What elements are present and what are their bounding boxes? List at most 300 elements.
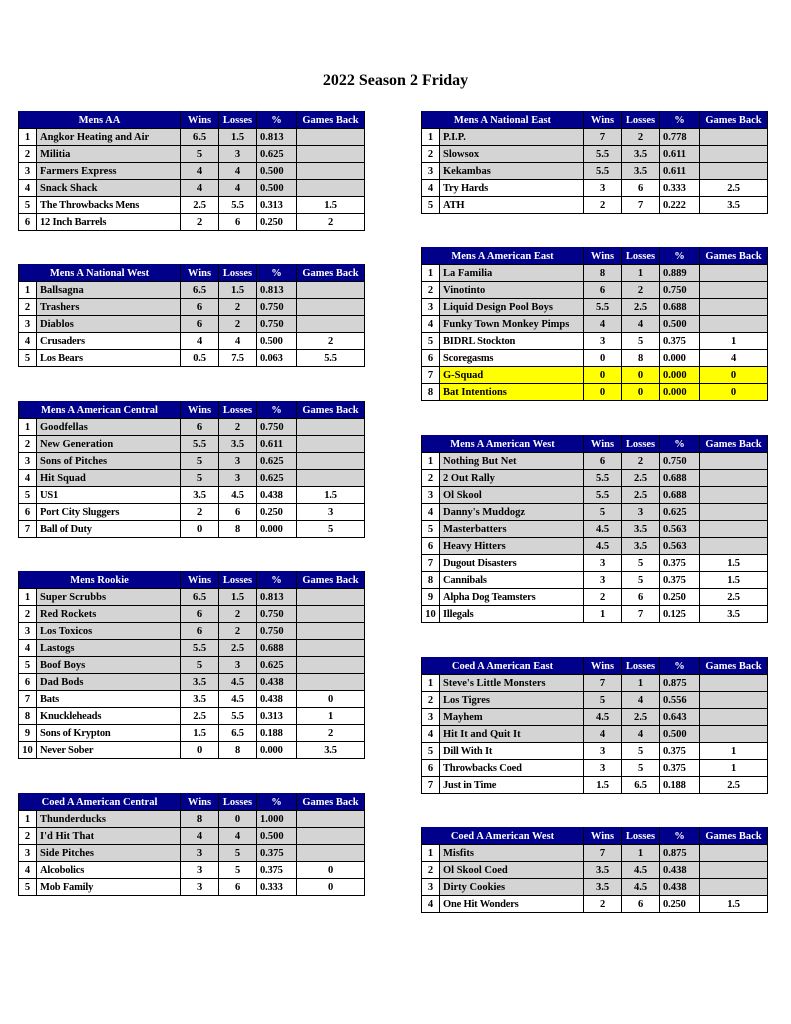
wins-cell: 3.5 bbox=[584, 879, 622, 896]
games-back-cell: 0 bbox=[297, 862, 365, 879]
wins-cell: 2.5 bbox=[181, 708, 219, 725]
pct-cell: 0.750 bbox=[660, 453, 700, 470]
pct-cell: 0.313 bbox=[257, 197, 297, 214]
losses-cell: 1.5 bbox=[219, 589, 257, 606]
games-back-cell: 3.5 bbox=[297, 742, 365, 759]
games-back-cell bbox=[297, 316, 365, 333]
wins-cell: 4 bbox=[181, 163, 219, 180]
wins-cell: 7 bbox=[584, 675, 622, 692]
wins-cell: 3.5 bbox=[181, 691, 219, 708]
standings-table-coed-a-american-east bbox=[421, 657, 768, 794]
losses-cell: 1.5 bbox=[219, 282, 257, 299]
pct-cell: 0.563 bbox=[660, 538, 700, 555]
games-back-cell: 5.5 bbox=[297, 350, 365, 367]
losses-cell: 3.5 bbox=[622, 521, 660, 538]
games-back-cell bbox=[700, 675, 768, 692]
rank-cell: 7 bbox=[19, 691, 37, 708]
wins-cell: 4.5 bbox=[584, 521, 622, 538]
rank-cell: 10 bbox=[19, 742, 37, 759]
rank-cell: 5 bbox=[19, 197, 37, 214]
team-name-cell: ATH bbox=[440, 197, 584, 214]
table-row bbox=[422, 470, 768, 487]
games-back-cell bbox=[700, 453, 768, 470]
pct-cell: 0.375 bbox=[660, 555, 700, 572]
losses-cell: 7 bbox=[622, 197, 660, 214]
table-row bbox=[19, 657, 365, 674]
losses-cell: 4 bbox=[622, 726, 660, 743]
games-back-header: Games Back bbox=[700, 436, 768, 453]
team-name-cell: La Familia bbox=[440, 265, 584, 282]
page-title: 2022 Season 2 Friday bbox=[322, 72, 469, 89]
wins-header: Wins bbox=[584, 436, 622, 453]
rank-cell: 5 bbox=[422, 197, 440, 214]
team-name-cell: Throwbacks Coed bbox=[440, 760, 584, 777]
wins-cell: 3 bbox=[584, 743, 622, 760]
table-row bbox=[19, 419, 365, 436]
pct-cell: 0.563 bbox=[660, 521, 700, 538]
wins-cell: 4.5 bbox=[584, 538, 622, 555]
team-name-cell: BIDRL Stockton bbox=[440, 333, 584, 350]
losses-cell: 4 bbox=[219, 163, 257, 180]
wins-cell: 6 bbox=[584, 453, 622, 470]
games-back-cell bbox=[297, 640, 365, 657]
pct-cell: 0.688 bbox=[257, 640, 297, 657]
games-back-cell: 1 bbox=[700, 333, 768, 350]
pct-cell: 0.625 bbox=[257, 470, 297, 487]
wins-cell: 5 bbox=[584, 692, 622, 709]
losses-cell: 2.5 bbox=[622, 487, 660, 504]
rank-cell: 1 bbox=[422, 675, 440, 692]
team-name-cell: Port City Sluggers bbox=[37, 504, 181, 521]
pct-cell: 0.750 bbox=[257, 606, 297, 623]
table-row bbox=[422, 538, 768, 555]
pct-cell: 0.500 bbox=[257, 163, 297, 180]
rank-cell: 1 bbox=[422, 453, 440, 470]
wins-cell: 0 bbox=[181, 521, 219, 538]
team-name-cell: Mob Family bbox=[37, 879, 181, 896]
table-row bbox=[19, 742, 365, 759]
team-name-cell: Never Sober bbox=[37, 742, 181, 759]
games-back-header: Games Back bbox=[700, 248, 768, 265]
rank-cell: 3 bbox=[19, 163, 37, 180]
division-name: Coed A American West bbox=[422, 828, 584, 845]
rank-cell: 5 bbox=[422, 333, 440, 350]
team-name-cell: Alpha Dog Teamsters bbox=[440, 589, 584, 606]
table-row bbox=[19, 146, 365, 163]
wins-cell: 6 bbox=[181, 419, 219, 436]
games-back-cell: 4 bbox=[700, 350, 768, 367]
pct-cell: 0.611 bbox=[660, 163, 700, 180]
wins-cell: 8 bbox=[181, 811, 219, 828]
table-row bbox=[422, 845, 768, 862]
pct-cell: 1.000 bbox=[257, 811, 297, 828]
losses-cell: 3 bbox=[219, 657, 257, 674]
games-back-header: Games Back bbox=[297, 794, 365, 811]
games-back-cell bbox=[700, 538, 768, 555]
rank-cell: 5 bbox=[19, 657, 37, 674]
table-row bbox=[422, 299, 768, 316]
standings-table-mens-a-national-west bbox=[18, 264, 365, 367]
pct-header: % bbox=[660, 828, 700, 845]
rank-cell: 4 bbox=[19, 180, 37, 197]
division-name: Mens A National West bbox=[19, 265, 181, 282]
games-back-cell bbox=[297, 146, 365, 163]
losses-cell: 5 bbox=[219, 845, 257, 862]
rank-cell: 3 bbox=[422, 299, 440, 316]
table-row bbox=[422, 862, 768, 879]
rank-cell: 2 bbox=[422, 146, 440, 163]
rank-cell: 7 bbox=[422, 555, 440, 572]
team-name-cell: Super Scrubbs bbox=[37, 589, 181, 606]
games-back-cell bbox=[700, 470, 768, 487]
rank-cell: 10 bbox=[422, 606, 440, 623]
rank-cell: 2 bbox=[19, 436, 37, 453]
division-name: Coed A American Central bbox=[19, 794, 181, 811]
games-back-cell bbox=[700, 709, 768, 726]
losses-cell: 2 bbox=[622, 129, 660, 146]
wins-cell: 5 bbox=[181, 453, 219, 470]
wins-cell: 4 bbox=[584, 316, 622, 333]
losses-header: Losses bbox=[622, 658, 660, 675]
rank-cell: 7 bbox=[422, 777, 440, 794]
pct-cell: 0.375 bbox=[660, 572, 700, 589]
losses-cell: 3.5 bbox=[622, 163, 660, 180]
rank-cell: 4 bbox=[19, 470, 37, 487]
table-row bbox=[422, 146, 768, 163]
pct-cell: 0.625 bbox=[257, 453, 297, 470]
pct-cell: 0.778 bbox=[660, 129, 700, 146]
losses-cell: 4 bbox=[219, 333, 257, 350]
wins-cell: 5 bbox=[181, 146, 219, 163]
standings-table-mens-rookie bbox=[18, 571, 365, 759]
rank-cell: 8 bbox=[422, 384, 440, 401]
pct-cell: 0.500 bbox=[257, 333, 297, 350]
rank-cell: 7 bbox=[422, 367, 440, 384]
team-name-cell: Dirty Cookies bbox=[440, 879, 584, 896]
team-name-cell: Mayhem bbox=[440, 709, 584, 726]
games-back-cell bbox=[297, 163, 365, 180]
games-back-cell bbox=[297, 589, 365, 606]
team-name-cell: Red Rockets bbox=[37, 606, 181, 623]
wins-cell: 3 bbox=[584, 760, 622, 777]
team-name-cell: 2 Out Rally bbox=[440, 470, 584, 487]
wins-cell: 6.5 bbox=[181, 589, 219, 606]
losses-cell: 6 bbox=[219, 879, 257, 896]
pct-cell: 0.250 bbox=[660, 896, 700, 913]
losses-header: Losses bbox=[622, 436, 660, 453]
losses-header: Losses bbox=[219, 265, 257, 282]
losses-cell: 6.5 bbox=[622, 777, 660, 794]
team-name-cell: Angkor Heating and Air bbox=[37, 129, 181, 146]
wins-cell: 2 bbox=[181, 504, 219, 521]
games-back-cell: 1.5 bbox=[297, 197, 365, 214]
rank-cell: 3 bbox=[19, 453, 37, 470]
losses-header: Losses bbox=[219, 402, 257, 419]
wins-cell: 4 bbox=[181, 333, 219, 350]
wins-cell: 3 bbox=[584, 555, 622, 572]
wins-cell: 3 bbox=[584, 180, 622, 197]
rank-cell: 8 bbox=[19, 708, 37, 725]
table-header-row bbox=[422, 658, 768, 675]
table-header-row bbox=[422, 112, 768, 129]
rank-cell: 8 bbox=[422, 572, 440, 589]
division-name: Mens Rookie bbox=[19, 572, 181, 589]
pct-cell: 0.556 bbox=[660, 692, 700, 709]
losses-cell: 4 bbox=[219, 180, 257, 197]
pct-cell: 0.813 bbox=[257, 589, 297, 606]
losses-cell: 2 bbox=[219, 419, 257, 436]
games-back-cell bbox=[297, 657, 365, 674]
team-name-cell: Side Pitches bbox=[37, 845, 181, 862]
table-row bbox=[19, 436, 365, 453]
pct-cell: 0.813 bbox=[257, 282, 297, 299]
rank-cell: 6 bbox=[19, 214, 37, 231]
wins-cell: 2 bbox=[181, 214, 219, 231]
losses-cell: 3 bbox=[622, 504, 660, 521]
table-header-row bbox=[19, 112, 365, 129]
team-name-cell: One Hit Wonders bbox=[440, 896, 584, 913]
pct-cell: 0.875 bbox=[660, 845, 700, 862]
rank-cell: 5 bbox=[422, 521, 440, 538]
wins-cell: 7 bbox=[584, 845, 622, 862]
standings-table-mens-a-american-central bbox=[18, 401, 365, 538]
pct-cell: 0.333 bbox=[257, 879, 297, 896]
games-back-header: Games Back bbox=[297, 265, 365, 282]
table-row bbox=[19, 879, 365, 896]
wins-cell: 6 bbox=[181, 623, 219, 640]
wins-cell: 5.5 bbox=[584, 470, 622, 487]
team-name-cell: G-Squad bbox=[440, 367, 584, 384]
team-name-cell: Liquid Design Pool Boys bbox=[440, 299, 584, 316]
standings-table-mens-a-american-east bbox=[421, 247, 768, 401]
table-row bbox=[422, 896, 768, 913]
division-name: Mens A American East bbox=[422, 248, 584, 265]
table-row bbox=[19, 316, 365, 333]
losses-cell: 5.5 bbox=[219, 708, 257, 725]
pct-cell: 0.063 bbox=[257, 350, 297, 367]
losses-cell: 6 bbox=[219, 214, 257, 231]
games-back-cell bbox=[700, 726, 768, 743]
rank-cell: 2 bbox=[19, 299, 37, 316]
games-back-header: Games Back bbox=[700, 828, 768, 845]
losses-cell: 4 bbox=[622, 316, 660, 333]
losses-cell: 7 bbox=[622, 606, 660, 623]
wins-header: Wins bbox=[181, 794, 219, 811]
pct-cell: 0.438 bbox=[660, 862, 700, 879]
wins-cell: 5 bbox=[181, 470, 219, 487]
rank-cell: 6 bbox=[19, 504, 37, 521]
games-back-cell bbox=[297, 299, 365, 316]
games-back-cell bbox=[700, 163, 768, 180]
table-row bbox=[19, 282, 365, 299]
pct-header: % bbox=[257, 265, 297, 282]
table-row bbox=[422, 265, 768, 282]
games-back-cell bbox=[297, 606, 365, 623]
games-back-cell bbox=[297, 845, 365, 862]
team-name-cell: Steve's Little Monsters bbox=[440, 675, 584, 692]
team-name-cell: Heavy Hitters bbox=[440, 538, 584, 555]
games-back-header: Games Back bbox=[700, 658, 768, 675]
losses-cell: 8 bbox=[219, 742, 257, 759]
table-row bbox=[19, 333, 365, 350]
games-back-cell bbox=[700, 146, 768, 163]
losses-cell: 3 bbox=[219, 146, 257, 163]
rank-cell: 3 bbox=[422, 709, 440, 726]
team-name-cell: Lastogs bbox=[37, 640, 181, 657]
table-row bbox=[19, 163, 365, 180]
losses-cell: 6 bbox=[219, 504, 257, 521]
losses-cell: 6.5 bbox=[219, 725, 257, 742]
team-name-cell: Scoregasms bbox=[440, 350, 584, 367]
wins-header: Wins bbox=[181, 572, 219, 589]
pct-cell: 0.750 bbox=[660, 282, 700, 299]
table-row bbox=[422, 129, 768, 146]
losses-cell: 2 bbox=[219, 606, 257, 623]
games-back-cell bbox=[700, 316, 768, 333]
division-name: Coed A American East bbox=[422, 658, 584, 675]
table-row bbox=[19, 129, 365, 146]
pct-cell: 0.000 bbox=[660, 367, 700, 384]
wins-cell: 5.5 bbox=[181, 436, 219, 453]
wins-cell: 3 bbox=[181, 845, 219, 862]
games-back-cell: 0 bbox=[297, 691, 365, 708]
table-header-row bbox=[19, 572, 365, 589]
rank-cell: 1 bbox=[19, 282, 37, 299]
rank-cell: 1 bbox=[422, 265, 440, 282]
rank-cell: 3 bbox=[19, 845, 37, 862]
pct-cell: 0.750 bbox=[257, 419, 297, 436]
games-back-cell: 1 bbox=[700, 743, 768, 760]
losses-cell: 6 bbox=[622, 589, 660, 606]
team-name-cell: US1 bbox=[37, 487, 181, 504]
games-back-cell bbox=[297, 623, 365, 640]
losses-cell: 3.5 bbox=[622, 538, 660, 555]
losses-cell: 3.5 bbox=[622, 146, 660, 163]
pct-cell: 0.688 bbox=[660, 299, 700, 316]
pct-cell: 0.250 bbox=[660, 589, 700, 606]
rank-cell: 2 bbox=[422, 692, 440, 709]
losses-header: Losses bbox=[622, 828, 660, 845]
pct-cell: 0.375 bbox=[660, 333, 700, 350]
table-row bbox=[422, 589, 768, 606]
table-row bbox=[19, 487, 365, 504]
wins-cell: 1 bbox=[584, 606, 622, 623]
losses-cell: 4.5 bbox=[219, 487, 257, 504]
games-back-cell bbox=[700, 692, 768, 709]
rank-cell: 2 bbox=[422, 862, 440, 879]
table-row bbox=[422, 777, 768, 794]
table-row bbox=[19, 674, 365, 691]
table-header-row bbox=[19, 265, 365, 282]
team-name-cell: Militia bbox=[37, 146, 181, 163]
games-back-cell bbox=[700, 299, 768, 316]
team-name-cell: Funky Town Monkey Pimps bbox=[440, 316, 584, 333]
standings-table-coed-a-american-west bbox=[421, 827, 768, 913]
wins-cell: 4.5 bbox=[584, 709, 622, 726]
standings-table-mens-aa bbox=[18, 111, 365, 231]
losses-cell: 8 bbox=[622, 350, 660, 367]
rank-cell: 5 bbox=[19, 487, 37, 504]
pct-header: % bbox=[660, 248, 700, 265]
rank-cell: 4 bbox=[19, 333, 37, 350]
pct-cell: 0.313 bbox=[257, 708, 297, 725]
team-name-cell: Ol Skool bbox=[440, 487, 584, 504]
games-back-cell bbox=[700, 282, 768, 299]
rank-cell: 4 bbox=[422, 896, 440, 913]
pct-cell: 0.889 bbox=[660, 265, 700, 282]
games-back-cell bbox=[700, 265, 768, 282]
division-name: Mens A National East bbox=[422, 112, 584, 129]
wins-cell: 5 bbox=[181, 657, 219, 674]
pct-cell: 0.222 bbox=[660, 197, 700, 214]
pct-cell: 0.000 bbox=[660, 350, 700, 367]
team-name-cell: Kekambas bbox=[440, 163, 584, 180]
pct-cell: 0.611 bbox=[660, 146, 700, 163]
team-name-cell: Sons of Pitches bbox=[37, 453, 181, 470]
wins-cell: 3.5 bbox=[584, 862, 622, 879]
rank-cell: 3 bbox=[422, 487, 440, 504]
table-row bbox=[19, 845, 365, 862]
wins-cell: 0 bbox=[181, 742, 219, 759]
team-name-cell: Try Hards bbox=[440, 180, 584, 197]
losses-cell: 1 bbox=[622, 845, 660, 862]
losses-cell: 4.5 bbox=[219, 691, 257, 708]
table-row bbox=[422, 572, 768, 589]
wins-cell: 3 bbox=[584, 333, 622, 350]
team-name-cell: Dad Bods bbox=[37, 674, 181, 691]
team-name-cell: Masterbatters bbox=[440, 521, 584, 538]
losses-cell: 2 bbox=[219, 299, 257, 316]
table-row bbox=[19, 299, 365, 316]
wins-cell: 5.5 bbox=[181, 640, 219, 657]
team-name-cell: New Generation bbox=[37, 436, 181, 453]
wins-cell: 8 bbox=[584, 265, 622, 282]
wins-header: Wins bbox=[181, 402, 219, 419]
losses-header: Losses bbox=[219, 112, 257, 129]
pct-cell: 0.438 bbox=[660, 879, 700, 896]
wins-header: Wins bbox=[181, 112, 219, 129]
wins-cell: 0 bbox=[584, 367, 622, 384]
table-row bbox=[422, 709, 768, 726]
table-row bbox=[422, 555, 768, 572]
games-back-cell: 1.5 bbox=[700, 896, 768, 913]
table-row bbox=[19, 828, 365, 845]
losses-header: Losses bbox=[622, 112, 660, 129]
table-header-row bbox=[422, 436, 768, 453]
games-back-cell: 1 bbox=[297, 708, 365, 725]
losses-cell: 3 bbox=[219, 470, 257, 487]
pct-header: % bbox=[257, 572, 297, 589]
team-name-cell: Hit Squad bbox=[37, 470, 181, 487]
games-back-cell: 2.5 bbox=[700, 589, 768, 606]
table-row bbox=[19, 589, 365, 606]
losses-cell: 2 bbox=[219, 623, 257, 640]
losses-cell: 2 bbox=[622, 282, 660, 299]
wins-cell: 3.5 bbox=[181, 674, 219, 691]
losses-cell: 8 bbox=[219, 521, 257, 538]
team-name-cell: The Throwbacks Mens bbox=[37, 197, 181, 214]
pct-cell: 0.500 bbox=[257, 180, 297, 197]
games-back-cell: 5 bbox=[297, 521, 365, 538]
rank-cell: 6 bbox=[422, 760, 440, 777]
wins-cell: 1.5 bbox=[584, 777, 622, 794]
table-row bbox=[422, 606, 768, 623]
team-name-cell: Danny's Muddogz bbox=[440, 504, 584, 521]
pct-cell: 0.188 bbox=[257, 725, 297, 742]
table-row bbox=[19, 640, 365, 657]
table-row bbox=[422, 504, 768, 521]
games-back-cell: 1.5 bbox=[700, 572, 768, 589]
